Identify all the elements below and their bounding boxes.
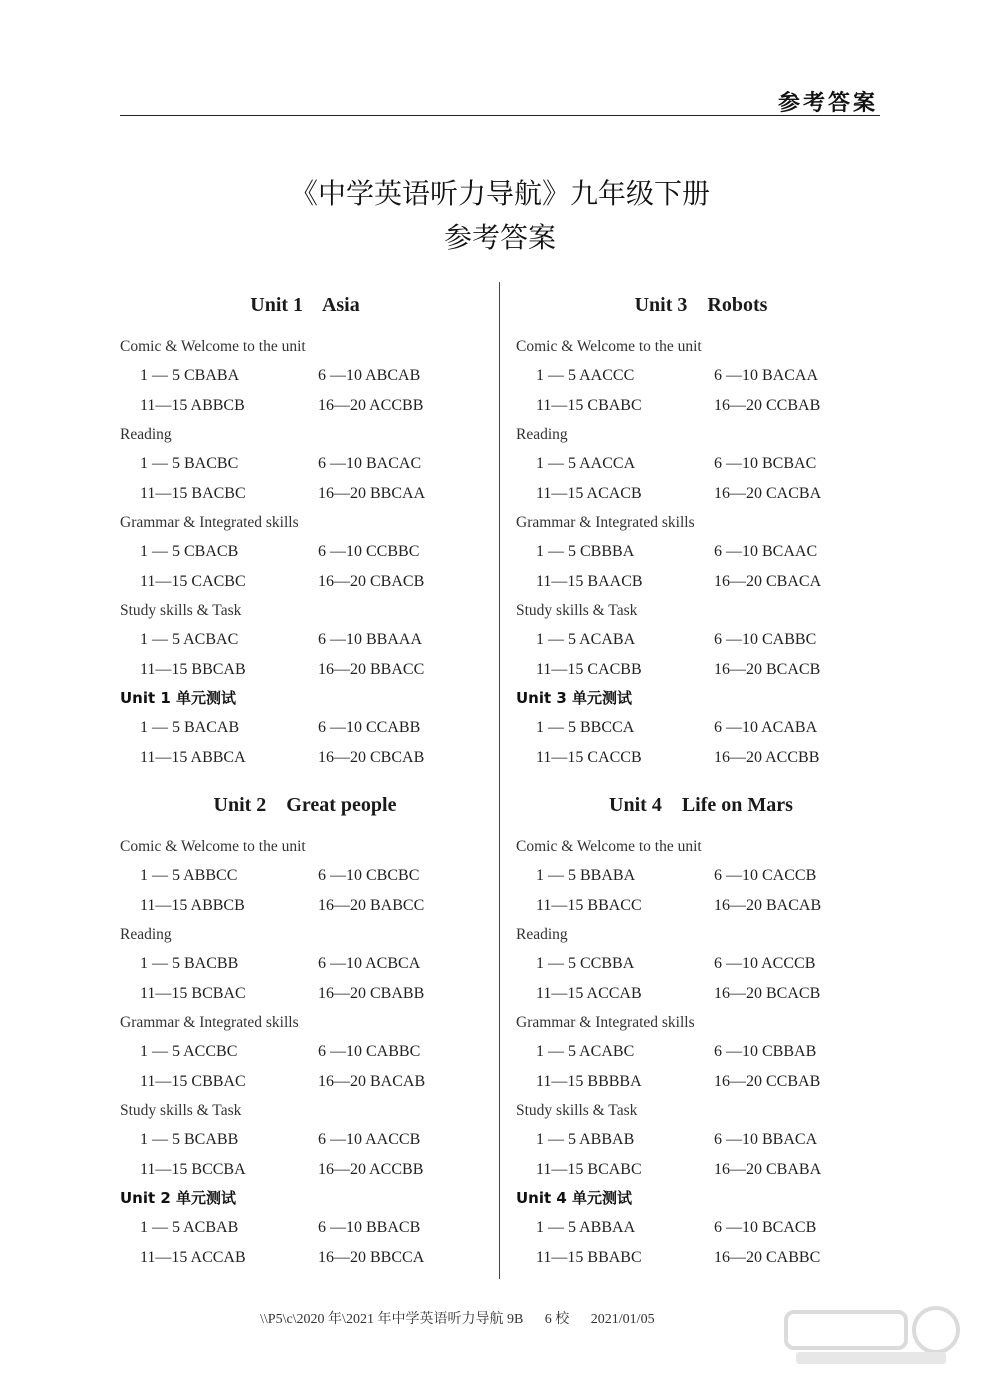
unit-block <box>516 788 886 1272</box>
answer-row <box>516 861 886 891</box>
answer-range: 1 — 5 ACCBC <box>140 1043 238 1060</box>
answer-row <box>120 1243 490 1273</box>
answer-range: 11—15 CACCB <box>536 748 642 766</box>
section-label: Study skills & Task <box>120 602 242 619</box>
answer-range: 1 — 5 AACCA <box>536 455 636 472</box>
answer-range: 11—15 BBBBA <box>536 1072 642 1090</box>
answer-range: 11—15 BCABC <box>536 1160 642 1178</box>
answer-row <box>120 391 490 421</box>
answer-row <box>516 1243 886 1273</box>
answer-range: 16—20 CABBC <box>714 1248 821 1266</box>
section-label: Study skills & Task <box>120 1102 242 1119</box>
answer-range: 1 — 5 BACBB <box>140 955 239 972</box>
answer-range: 16—20 BACAB <box>318 1072 426 1090</box>
column-divider <box>499 282 500 1279</box>
unit-spacer <box>516 772 886 788</box>
section-label: Reading <box>516 926 568 943</box>
answer-range: 11—15 CACBB <box>536 660 642 678</box>
answer-range: 6 —10 BBACB <box>318 1219 421 1236</box>
answer-range: 6 —10 CBCBC <box>318 867 420 884</box>
answer-range: 11—15 BBACC <box>536 896 642 914</box>
answer-range: 16—20 CBABB <box>318 984 425 1002</box>
answer-range: 6 —10 CBBAB <box>714 1043 817 1060</box>
answer-range: 1 — 5 CBABA <box>140 367 240 384</box>
answer-range: 16—20 CBABA <box>714 1160 822 1178</box>
answer-range: 6 —10 BACAA <box>714 367 819 384</box>
unit-test-label: Unit 4 单元测试 <box>516 1189 633 1207</box>
answer-range: 16—20 BBCAA <box>318 484 426 502</box>
answer-row <box>516 743 886 773</box>
answer-range: 6 —10 BBAAA <box>318 631 423 648</box>
unit-block <box>516 288 886 772</box>
section-label: Comic & Welcome to the unit <box>120 838 306 855</box>
answer-range: 11—15 ABBCB <box>140 396 245 414</box>
answer-range: 6 —10 CABBC <box>318 1043 421 1060</box>
section-label: Comic & Welcome to the unit <box>120 338 306 355</box>
answer-row <box>120 479 490 509</box>
section-label: Reading <box>120 926 172 943</box>
answer-range: 6 —10 CABBC <box>714 631 817 648</box>
answer-row <box>120 891 490 921</box>
watermark-logo <box>776 1300 966 1370</box>
answer-row <box>516 625 886 655</box>
answer-range: 1 — 5 AACCC <box>536 367 635 384</box>
answer-row <box>516 391 886 421</box>
answer-range: 11—15 ACCAB <box>140 1248 246 1266</box>
answer-row <box>120 625 490 655</box>
answer-range: 6 —10 BCBAC <box>714 455 817 472</box>
unit-block <box>120 288 490 772</box>
answer-range: 16—20 CCBAB <box>714 1072 821 1090</box>
answer-range: 1 — 5 ACBAC <box>140 631 239 648</box>
answer-range: 6 —10 BCACB <box>714 1219 817 1236</box>
answer-range: 11—15 BAACB <box>536 572 643 590</box>
answer-range: 6 —10 BBACA <box>714 1131 818 1148</box>
answer-range: 6 —10 CACCB <box>714 867 817 884</box>
section-label: Grammar & Integrated skills <box>516 514 695 531</box>
answer-row <box>120 861 490 891</box>
answer-row <box>516 655 886 685</box>
answer-range: 11—15 BBABC <box>536 1248 642 1266</box>
answer-row <box>516 1037 886 1067</box>
answer-row <box>516 479 886 509</box>
answer-row <box>120 713 490 743</box>
answer-row <box>516 567 886 597</box>
answer-range: 6 —10 ABCAB <box>318 367 421 384</box>
section-label: Grammar & Integrated skills <box>516 1014 695 1031</box>
answer-row <box>120 537 490 567</box>
section-label: Grammar & Integrated skills <box>120 514 299 531</box>
answer-range: 16—20 CBACB <box>318 572 425 590</box>
answer-range: 11—15 BCCBA <box>140 1160 246 1178</box>
answer-range: 11—15 CBABC <box>536 396 642 414</box>
answer-column-right <box>516 288 886 1272</box>
page-title: 《中学英语听力导航》九年级下册 <box>289 177 710 210</box>
section-label: Comic & Welcome to the unit <box>516 338 702 355</box>
answer-row <box>120 449 490 479</box>
answer-range: 1 — 5 BBABA <box>536 867 636 884</box>
answer-range: 6 —10 BCAAC <box>714 543 818 560</box>
section-label: Reading <box>516 426 568 443</box>
section-label: Reading <box>120 426 172 443</box>
header-rule <box>120 115 880 116</box>
answer-range: 16—20 BACAB <box>714 896 822 914</box>
answer-range: 16—20 CCBAB <box>714 396 821 414</box>
answer-range: 1 — 5 ABBAB <box>536 1131 635 1148</box>
answer-range: 6 —10 CCABB <box>318 719 421 736</box>
answer-range: 16—20 ACCBB <box>318 1160 424 1178</box>
answer-range: 1 — 5 CBBBA <box>536 543 635 560</box>
answer-range: 1 — 5 BBCCA <box>536 719 635 736</box>
answer-row <box>516 979 886 1009</box>
answer-range: 1 — 5 ABBCC <box>140 867 238 884</box>
answer-range: 6 —10 ACCCB <box>714 955 816 972</box>
answer-row <box>516 1213 886 1243</box>
answer-range: 6 —10 ACABA <box>714 719 818 736</box>
unit-test-label: Unit 1 单元测试 <box>120 689 237 707</box>
answer-row <box>120 655 490 685</box>
answer-row <box>516 949 886 979</box>
answer-range: 16—20 ACCBB <box>318 396 424 414</box>
answer-row <box>516 891 886 921</box>
answer-range: 16—20 CACBA <box>714 484 822 502</box>
answer-range: 16—20 BBCCA <box>318 1248 425 1266</box>
answer-range: 16—20 CBCAB <box>318 748 425 766</box>
footer-date: 2021/01/05 <box>590 1312 655 1327</box>
answer-range: 1 — 5 ACBAB <box>140 1219 239 1236</box>
answer-row <box>516 1067 886 1097</box>
answer-row <box>120 1067 490 1097</box>
unit-spacer <box>120 772 490 788</box>
answer-range: 1 — 5 ABBAA <box>536 1219 636 1236</box>
answer-range: 11—15 CACBC <box>140 572 246 590</box>
page-subtitle: 参考答案 <box>443 221 556 254</box>
answer-range: 11—15 ABBCB <box>140 896 245 914</box>
answer-range: 11—15 BACBC <box>140 484 246 502</box>
unit-title: Unit 2 Great people <box>213 794 397 816</box>
answer-range: 11—15 ACCAB <box>536 984 642 1002</box>
answer-range: 16—20 BCACB <box>714 984 821 1002</box>
answer-range: 6 —10 BACAC <box>318 455 422 472</box>
unit-title: Unit 1 Asia <box>250 294 360 316</box>
answer-range: 6 —10 ACBCA <box>318 955 421 972</box>
section-label: Comic & Welcome to the unit <box>516 838 702 855</box>
footer-path: \\P5\c\2020 年\2021 年中学英语听力导航 9B <box>260 1312 524 1327</box>
unit-title: Unit 3 Robots <box>634 294 768 316</box>
header-label: 参考答案 <box>777 90 878 116</box>
answer-range: 16—20 BCACB <box>714 660 821 678</box>
answer-range: 1 — 5 CCBBA <box>536 955 635 972</box>
answer-row <box>516 537 886 567</box>
unit-test-label: Unit 3 单元测试 <box>516 689 633 707</box>
footer-proof: 6 校 <box>544 1312 570 1327</box>
answer-row <box>120 949 490 979</box>
section-label: Study skills & Task <box>516 1102 638 1119</box>
answer-row <box>120 1125 490 1155</box>
answer-range: 1 — 5 BACBC <box>140 455 239 472</box>
unit-title: Unit 4 Life on Mars <box>609 794 793 816</box>
footer <box>260 1308 673 1328</box>
section-label: Grammar & Integrated skills <box>120 1014 299 1031</box>
answer-row <box>120 743 490 773</box>
answer-row <box>120 567 490 597</box>
answer-row <box>516 361 886 391</box>
answer-range: 16—20 BABCC <box>318 896 425 914</box>
answer-range: 6 —10 AACCB <box>318 1131 421 1148</box>
answer-column-left <box>120 288 490 1272</box>
section-label: Study skills & Task <box>516 602 638 619</box>
answer-row <box>516 713 886 743</box>
answer-row <box>120 1213 490 1243</box>
answer-range: 11—15 CBBAC <box>140 1072 246 1090</box>
answer-row <box>516 1125 886 1155</box>
answer-range: 16—20 BBACC <box>318 660 425 678</box>
answer-row <box>120 361 490 391</box>
answer-range: 11—15 BCBAC <box>140 984 246 1002</box>
answer-range: 16—20 CBACA <box>714 572 822 590</box>
answer-row <box>120 1155 490 1185</box>
unit-test-label: Unit 2 单元测试 <box>120 1189 237 1207</box>
answer-range: 16—20 ACCBB <box>714 748 820 766</box>
answer-range: 1 — 5 BACAB <box>140 719 240 736</box>
answer-row <box>516 449 886 479</box>
answer-range: 11—15 BBCAB <box>140 660 246 678</box>
answer-range: 1 — 5 CBACB <box>140 543 239 560</box>
answer-range: 11—15 ACACB <box>536 484 642 502</box>
answer-row <box>120 1037 490 1067</box>
unit-block <box>120 788 490 1272</box>
answer-range: 1 — 5 ACABC <box>536 1043 635 1060</box>
answer-range: 6 —10 CCBBC <box>318 543 420 560</box>
answer-row <box>516 1155 886 1185</box>
answer-row <box>120 979 490 1009</box>
answer-range: 11—15 ABBCA <box>140 748 246 766</box>
answer-range: 1 — 5 ACABA <box>536 631 636 648</box>
answer-range: 1 — 5 BCABB <box>140 1131 239 1148</box>
